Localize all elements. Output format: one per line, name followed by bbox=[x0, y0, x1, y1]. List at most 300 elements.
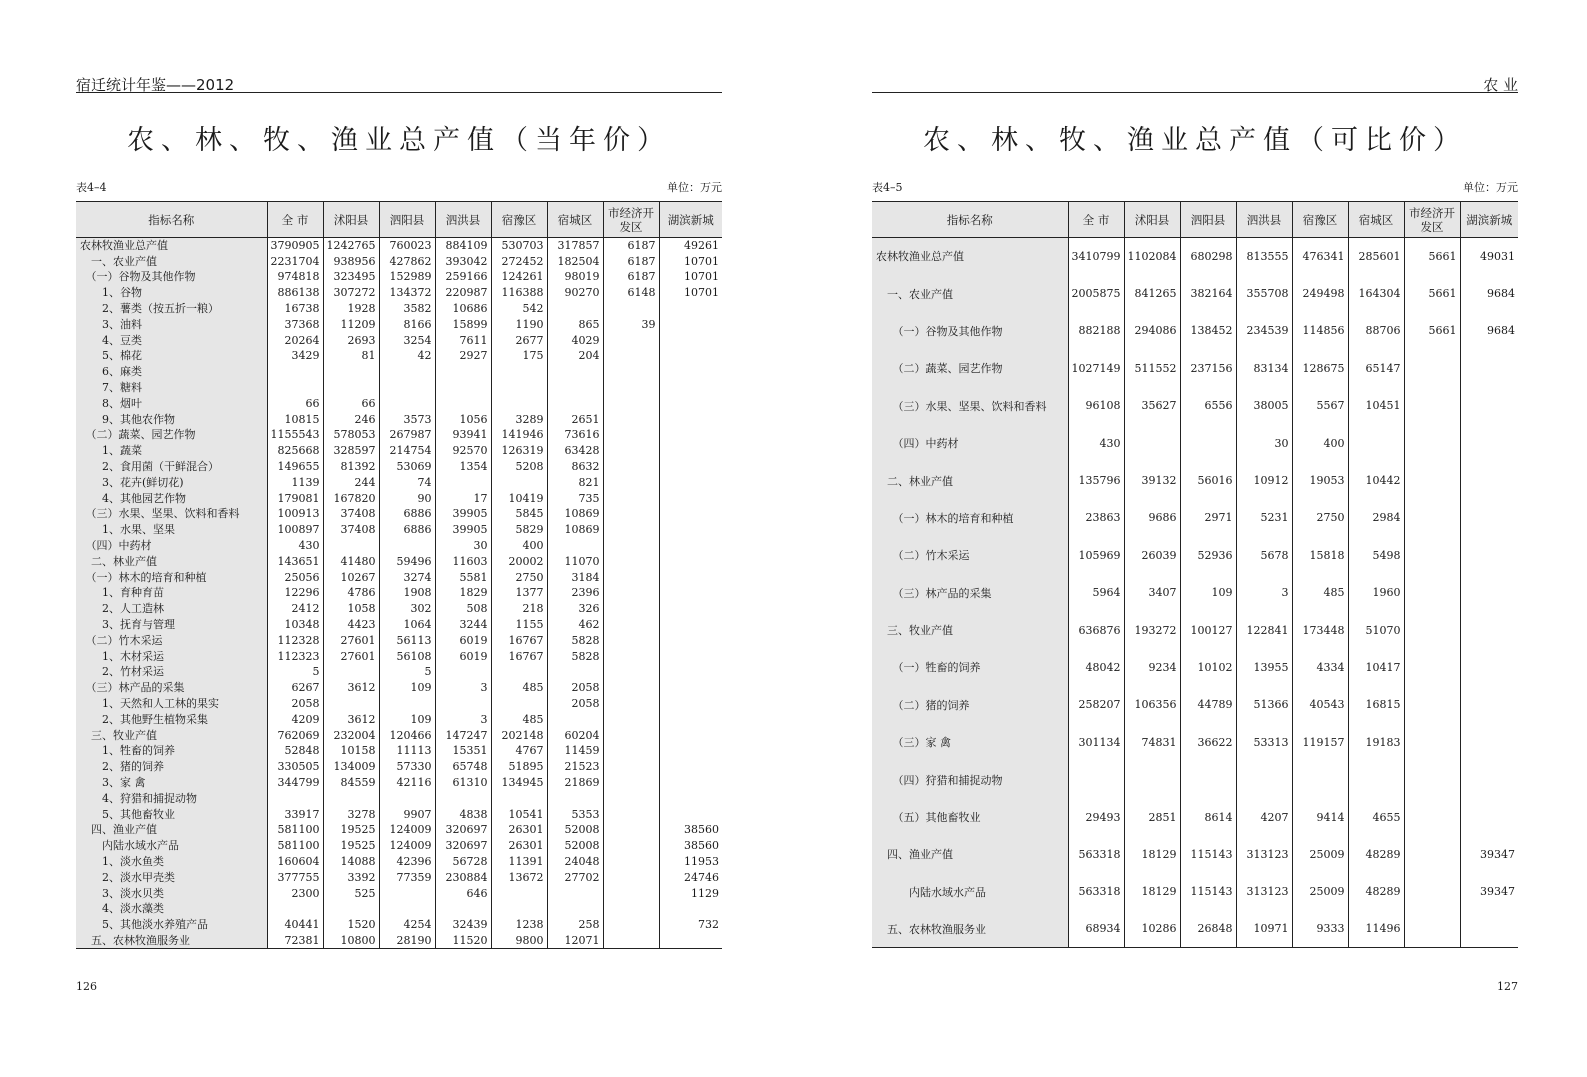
table-row bbox=[76, 854, 722, 870]
table-cell: 5661 bbox=[1404, 312, 1460, 349]
table-cell: 10419 bbox=[491, 490, 547, 506]
table-row bbox=[76, 238, 722, 254]
table-cell: 26848 bbox=[1180, 911, 1236, 948]
table-cell: 26301 bbox=[491, 838, 547, 854]
table-cell: 193272 bbox=[1124, 611, 1180, 648]
row-label: 3、家 禽 bbox=[76, 775, 267, 791]
table-row bbox=[872, 649, 1518, 686]
table-cell bbox=[659, 443, 722, 459]
table-cell bbox=[603, 474, 659, 490]
table-cell: 10701 bbox=[659, 253, 722, 269]
column-header: 市经济开发区 bbox=[603, 202, 659, 238]
table-cell: 3392 bbox=[323, 869, 379, 885]
table-cell bbox=[379, 790, 435, 806]
table-cell: 48289 bbox=[1348, 873, 1404, 910]
table-cell bbox=[659, 380, 722, 396]
table-cell: 19525 bbox=[323, 822, 379, 838]
row-label: 5、其他淡水养殖产品 bbox=[76, 917, 267, 933]
table-row bbox=[76, 538, 722, 554]
page-title: 农、林、牧、渔业总产值（当年价） bbox=[127, 125, 671, 156]
table-cell: 90 bbox=[379, 490, 435, 506]
table-cell: 37408 bbox=[323, 522, 379, 538]
table-row bbox=[76, 553, 722, 569]
row-label: （一）谷物及其他作物 bbox=[872, 312, 1068, 349]
table-cell: 39347 bbox=[1460, 836, 1518, 873]
table-cell bbox=[603, 569, 659, 585]
table-cell bbox=[491, 696, 547, 712]
table-cell bbox=[1180, 761, 1236, 798]
row-label: 8、烟叶 bbox=[76, 395, 267, 411]
table-cell bbox=[1460, 611, 1518, 648]
table-cell: 74831 bbox=[1124, 724, 1180, 761]
table-cell: 16815 bbox=[1348, 686, 1404, 723]
table-cell: 294086 bbox=[1124, 312, 1180, 349]
table-row bbox=[76, 885, 722, 901]
table-cell: 100913 bbox=[267, 506, 323, 522]
table-cell: 1354 bbox=[435, 459, 491, 475]
table-cell: 1064 bbox=[379, 617, 435, 633]
table-cell: 27702 bbox=[547, 869, 603, 885]
row-label: （五）其他畜牧业 bbox=[872, 798, 1068, 835]
table-cell: 3429 bbox=[267, 348, 323, 364]
table-cell: 42 bbox=[379, 348, 435, 364]
table-cell: 35627 bbox=[1124, 387, 1180, 424]
table-cell: 6148 bbox=[603, 285, 659, 301]
table-cell bbox=[1404, 761, 1460, 798]
table-cell: 5661 bbox=[1404, 238, 1460, 275]
table-cell: 81 bbox=[323, 348, 379, 364]
table-cell bbox=[603, 301, 659, 317]
table-cell: 10102 bbox=[1180, 649, 1236, 686]
table-cell: 19053 bbox=[1292, 462, 1348, 499]
table-cell: 974818 bbox=[267, 269, 323, 285]
table-row bbox=[872, 836, 1518, 873]
table-cell: 66 bbox=[323, 395, 379, 411]
table-cell bbox=[1460, 499, 1518, 536]
table-cell bbox=[603, 411, 659, 427]
table-cell: 301134 bbox=[1068, 724, 1124, 761]
table-cell bbox=[603, 806, 659, 822]
column-header: 宿豫区 bbox=[1292, 202, 1348, 238]
table-cell: 581100 bbox=[267, 822, 323, 838]
table-cell: 30 bbox=[1236, 424, 1292, 461]
row-label: （四）中药材 bbox=[872, 424, 1068, 461]
table-cell: 2300 bbox=[267, 885, 323, 901]
table-row bbox=[76, 664, 722, 680]
table-cell: 124009 bbox=[379, 822, 435, 838]
table-cell: 21523 bbox=[547, 759, 603, 775]
table-cell: 10800 bbox=[323, 933, 379, 949]
table-cell: 884109 bbox=[435, 238, 491, 254]
table-cell: 5208 bbox=[491, 459, 547, 475]
table-cell: 3244 bbox=[435, 617, 491, 633]
table-cell: 400 bbox=[1292, 424, 1348, 461]
table-cell: 1908 bbox=[379, 585, 435, 601]
table-cell: 5678 bbox=[1236, 537, 1292, 574]
table-cell: 1155 bbox=[491, 617, 547, 633]
table-cell bbox=[267, 364, 323, 380]
table-cell bbox=[1404, 798, 1460, 835]
table-cell bbox=[603, 490, 659, 506]
table-cell bbox=[491, 380, 547, 396]
table-number: 表4–5 bbox=[872, 181, 903, 194]
table-cell: 39905 bbox=[435, 522, 491, 538]
table-cell: 5828 bbox=[547, 648, 603, 664]
table-cell: 134945 bbox=[491, 775, 547, 791]
table-cell: 1829 bbox=[435, 585, 491, 601]
table-cell: 18129 bbox=[1124, 873, 1180, 910]
table-cell bbox=[603, 380, 659, 396]
row-label: 二、林业产值 bbox=[76, 553, 267, 569]
table-cell: 4423 bbox=[323, 617, 379, 633]
table-cell bbox=[603, 617, 659, 633]
table-cell: 330505 bbox=[267, 759, 323, 775]
table-cell: 2971 bbox=[1180, 499, 1236, 536]
table-cell: 1238 bbox=[491, 917, 547, 933]
table-cell bbox=[323, 380, 379, 396]
table-cell: 5964 bbox=[1068, 574, 1124, 611]
table-cell bbox=[547, 790, 603, 806]
table-cell: 1520 bbox=[323, 917, 379, 933]
table-cell: 7611 bbox=[435, 332, 491, 348]
table-cell: 202148 bbox=[491, 727, 547, 743]
row-label: （二）猪的饲养 bbox=[872, 686, 1068, 723]
table-cell bbox=[491, 885, 547, 901]
table-cell: 762069 bbox=[267, 727, 323, 743]
table-cell: 10541 bbox=[491, 806, 547, 822]
row-label: 1、育种育苗 bbox=[76, 585, 267, 601]
table-cell bbox=[547, 538, 603, 554]
table-cell bbox=[659, 301, 722, 317]
table-cell: 134009 bbox=[323, 759, 379, 775]
table-cell bbox=[1404, 724, 1460, 761]
table-cell bbox=[379, 885, 435, 901]
table-cell: 49261 bbox=[659, 238, 722, 254]
table-cell: 355708 bbox=[1236, 275, 1292, 312]
table-cell: 1027149 bbox=[1068, 350, 1124, 387]
table-cell: 112328 bbox=[267, 632, 323, 648]
table-cell: 485 bbox=[491, 711, 547, 727]
table-cell: 9686 bbox=[1124, 499, 1180, 536]
table-row bbox=[872, 312, 1518, 349]
table-cell bbox=[659, 727, 722, 743]
table-cell bbox=[1068, 761, 1124, 798]
table-cell: 3 bbox=[435, 711, 491, 727]
row-label: 3、油料 bbox=[76, 316, 267, 332]
column-header: 市经济开发区 bbox=[1404, 202, 1460, 238]
table-cell: 9684 bbox=[1460, 312, 1518, 349]
running-head: 宿迁统计年鉴——2012 bbox=[76, 74, 722, 93]
table-row bbox=[76, 696, 722, 712]
table-cell bbox=[659, 427, 722, 443]
table-cell: 120466 bbox=[379, 727, 435, 743]
table-cell: 2677 bbox=[491, 332, 547, 348]
table-cell: 83134 bbox=[1236, 350, 1292, 387]
table-cell: 5498 bbox=[1348, 537, 1404, 574]
table-cell: 25056 bbox=[267, 569, 323, 585]
statistics-table bbox=[872, 201, 1518, 948]
table-cell: 5828 bbox=[547, 632, 603, 648]
row-label: 1、水果、坚果 bbox=[76, 522, 267, 538]
table-cell: 33917 bbox=[267, 806, 323, 822]
table-cell bbox=[267, 380, 323, 396]
table-cell: 32439 bbox=[435, 917, 491, 933]
table-cell bbox=[1404, 574, 1460, 611]
table-cell: 134372 bbox=[379, 285, 435, 301]
table-cell: 6886 bbox=[379, 506, 435, 522]
table-cell: 525 bbox=[323, 885, 379, 901]
row-label: 2、竹材采运 bbox=[76, 664, 267, 680]
table-cell: 124261 bbox=[491, 269, 547, 285]
table-cell: 220987 bbox=[435, 285, 491, 301]
table-cell: 88706 bbox=[1348, 312, 1404, 349]
table-cell: 27601 bbox=[323, 632, 379, 648]
table-cell: 244 bbox=[323, 474, 379, 490]
row-label: 四、渔业产值 bbox=[872, 836, 1068, 873]
table-cell: 109 bbox=[379, 680, 435, 696]
table-cell: 92570 bbox=[435, 443, 491, 459]
table-cell bbox=[603, 585, 659, 601]
right-page bbox=[794, 0, 1587, 1077]
table-cell: 3790905 bbox=[267, 238, 323, 254]
table-row bbox=[872, 761, 1518, 798]
table-cell: 49031 bbox=[1460, 238, 1518, 275]
row-label: 五、农林牧渔服务业 bbox=[76, 933, 267, 949]
table-cell: 11603 bbox=[435, 553, 491, 569]
table-cell bbox=[603, 838, 659, 854]
table-cell bbox=[659, 901, 722, 917]
table-row bbox=[76, 316, 722, 332]
table-cell bbox=[379, 364, 435, 380]
table-cell: 15818 bbox=[1292, 537, 1348, 574]
column-header: 泗阳县 bbox=[1180, 202, 1236, 238]
table-row bbox=[872, 499, 1518, 536]
table-cell bbox=[659, 759, 722, 775]
table-cell bbox=[435, 790, 491, 806]
table-cell bbox=[603, 648, 659, 664]
table-cell bbox=[659, 696, 722, 712]
table-cell bbox=[1404, 462, 1460, 499]
table-cell: 735 bbox=[547, 490, 603, 506]
row-label: 1、淡水鱼类 bbox=[76, 854, 267, 870]
table-row bbox=[872, 798, 1518, 835]
table-cell bbox=[659, 364, 722, 380]
table-row bbox=[76, 838, 722, 854]
table-cell: 52848 bbox=[267, 743, 323, 759]
table-cell: 10286 bbox=[1124, 911, 1180, 948]
column-header: 泗阳县 bbox=[379, 202, 435, 238]
table-cell: 9414 bbox=[1292, 798, 1348, 835]
table-cell: 100897 bbox=[267, 522, 323, 538]
row-label: （三）水果、坚果、饮料和香料 bbox=[76, 506, 267, 522]
table-cell bbox=[659, 490, 722, 506]
table-cell bbox=[659, 806, 722, 822]
table-cell bbox=[659, 680, 722, 696]
table-cell bbox=[603, 933, 659, 949]
row-label: 1、牲畜的饲养 bbox=[76, 743, 267, 759]
table-cell: 326 bbox=[547, 601, 603, 617]
table-row bbox=[76, 901, 722, 917]
table-cell: 9684 bbox=[1460, 275, 1518, 312]
table-cell: 1155543 bbox=[267, 427, 323, 443]
table-cell: 400 bbox=[491, 538, 547, 554]
table-cell bbox=[659, 348, 722, 364]
table-cell: 10267 bbox=[323, 569, 379, 585]
table-cell: 3184 bbox=[547, 569, 603, 585]
table-row bbox=[872, 724, 1518, 761]
table-cell: 44789 bbox=[1180, 686, 1236, 723]
table-row bbox=[76, 933, 722, 949]
table-cell: 106356 bbox=[1124, 686, 1180, 723]
row-label: 4、其他园艺作物 bbox=[76, 490, 267, 506]
table-cell bbox=[603, 775, 659, 791]
table-cell: 214754 bbox=[379, 443, 435, 459]
table-cell bbox=[603, 538, 659, 554]
table-cell bbox=[659, 601, 722, 617]
table-cell bbox=[491, 395, 547, 411]
table-cell: 109 bbox=[379, 711, 435, 727]
table-cell bbox=[659, 743, 722, 759]
table-cell: 25009 bbox=[1292, 836, 1348, 873]
table-cell: 267987 bbox=[379, 427, 435, 443]
table-cell: 232004 bbox=[323, 727, 379, 743]
table-cell bbox=[603, 680, 659, 696]
table-cell bbox=[1124, 424, 1180, 461]
table-cell bbox=[267, 901, 323, 917]
table-cell: 20002 bbox=[491, 553, 547, 569]
table-cell: 249498 bbox=[1292, 275, 1348, 312]
table-cell bbox=[603, 601, 659, 617]
table-cell bbox=[1460, 911, 1518, 948]
table-cell bbox=[1404, 911, 1460, 948]
table-cell: 10158 bbox=[323, 743, 379, 759]
table-cell: 23863 bbox=[1068, 499, 1124, 536]
row-label: 2、其他野生植物采集 bbox=[76, 711, 267, 727]
table-cell: 96108 bbox=[1068, 387, 1124, 424]
table-cell: 2231704 bbox=[267, 253, 323, 269]
table-cell: 6187 bbox=[603, 269, 659, 285]
table-cell bbox=[603, 743, 659, 759]
table-cell: 563318 bbox=[1068, 873, 1124, 910]
table-cell: 16767 bbox=[491, 648, 547, 664]
table-cell: 124009 bbox=[379, 838, 435, 854]
row-label: 农林牧渔业总产值 bbox=[76, 238, 267, 254]
table-cell: 11520 bbox=[435, 933, 491, 949]
row-label: 一、农业产值 bbox=[76, 253, 267, 269]
table-cell bbox=[659, 411, 722, 427]
row-label: （三）林产品的采集 bbox=[872, 574, 1068, 611]
table-cell: 8614 bbox=[1180, 798, 1236, 835]
table-cell bbox=[603, 854, 659, 870]
row-label: 四、渔业产值 bbox=[76, 822, 267, 838]
table-cell: 218 bbox=[491, 601, 547, 617]
table-cell bbox=[603, 901, 659, 917]
table-cell: 5231 bbox=[1236, 499, 1292, 536]
table-cell: 1190 bbox=[491, 316, 547, 332]
table-cell bbox=[659, 506, 722, 522]
table-cell: 10417 bbox=[1348, 649, 1404, 686]
table-cell: 258 bbox=[547, 917, 603, 933]
table-cell: 11459 bbox=[547, 743, 603, 759]
table-cell: 317857 bbox=[547, 238, 603, 254]
table-cell: 93941 bbox=[435, 427, 491, 443]
table-cell: 56016 bbox=[1180, 462, 1236, 499]
table-row bbox=[76, 790, 722, 806]
table-cell: 11391 bbox=[491, 854, 547, 870]
table-cell: 377755 bbox=[267, 869, 323, 885]
table-cell: 115143 bbox=[1180, 873, 1236, 910]
table-cell: 19525 bbox=[323, 838, 379, 854]
row-label: 内陆水域水产品 bbox=[872, 873, 1068, 910]
table-cell: 59496 bbox=[379, 553, 435, 569]
table-row bbox=[76, 506, 722, 522]
table-cell bbox=[379, 696, 435, 712]
table-cell bbox=[603, 869, 659, 885]
table-cell: 4029 bbox=[547, 332, 603, 348]
table-cell: 320697 bbox=[435, 838, 491, 854]
table-cell: 2927 bbox=[435, 348, 491, 364]
table-row bbox=[76, 775, 722, 791]
table-cell: 476341 bbox=[1292, 238, 1348, 275]
table-cell: 56108 bbox=[379, 648, 435, 664]
table-row bbox=[76, 301, 722, 317]
table-cell: 6187 bbox=[603, 238, 659, 254]
table-cell bbox=[379, 538, 435, 554]
table-cell: 578053 bbox=[323, 427, 379, 443]
table-cell bbox=[603, 522, 659, 538]
table-cell bbox=[603, 822, 659, 838]
table-cell: 20264 bbox=[267, 332, 323, 348]
table-cell: 5567 bbox=[1292, 387, 1348, 424]
row-label: （二）蔬菜、园艺作物 bbox=[872, 350, 1068, 387]
table-cell: 3410799 bbox=[1068, 238, 1124, 275]
table-cell bbox=[1404, 499, 1460, 536]
table-cell: 27601 bbox=[323, 648, 379, 664]
table-cell: 1058 bbox=[323, 601, 379, 617]
table-cell: 1377 bbox=[491, 585, 547, 601]
table-cell bbox=[659, 664, 722, 680]
table-row bbox=[76, 869, 722, 885]
row-label: 2、人工造林 bbox=[76, 601, 267, 617]
table-cell: 15899 bbox=[435, 316, 491, 332]
table-cell: 581100 bbox=[267, 838, 323, 854]
table-cell: 1129 bbox=[659, 885, 722, 901]
table-cell bbox=[1404, 387, 1460, 424]
row-label: 2、薯类（按五折一粮） bbox=[76, 301, 267, 317]
row-label: 2、猪的饲养 bbox=[76, 759, 267, 775]
table-cell: 3612 bbox=[323, 680, 379, 696]
table-cell bbox=[603, 696, 659, 712]
table-cell: 6886 bbox=[379, 522, 435, 538]
table-cell bbox=[603, 348, 659, 364]
table-cell bbox=[1460, 350, 1518, 387]
table-cell bbox=[659, 553, 722, 569]
table-cell: 48042 bbox=[1068, 649, 1124, 686]
table-cell bbox=[1460, 537, 1518, 574]
table-cell bbox=[659, 585, 722, 601]
table-cell: 2750 bbox=[1292, 499, 1348, 536]
table-cell: 485 bbox=[491, 680, 547, 696]
table-cell bbox=[603, 885, 659, 901]
table-cell: 2058 bbox=[547, 680, 603, 696]
table-cell: 462 bbox=[547, 617, 603, 633]
row-label: 3、淡水贝类 bbox=[76, 885, 267, 901]
table-cell: 66 bbox=[267, 395, 323, 411]
table-cell: 6267 bbox=[267, 680, 323, 696]
table-cell: 114856 bbox=[1292, 312, 1348, 349]
row-label: （三）水果、坚果、饮料和香料 bbox=[872, 387, 1068, 424]
table-cell: 15351 bbox=[435, 743, 491, 759]
